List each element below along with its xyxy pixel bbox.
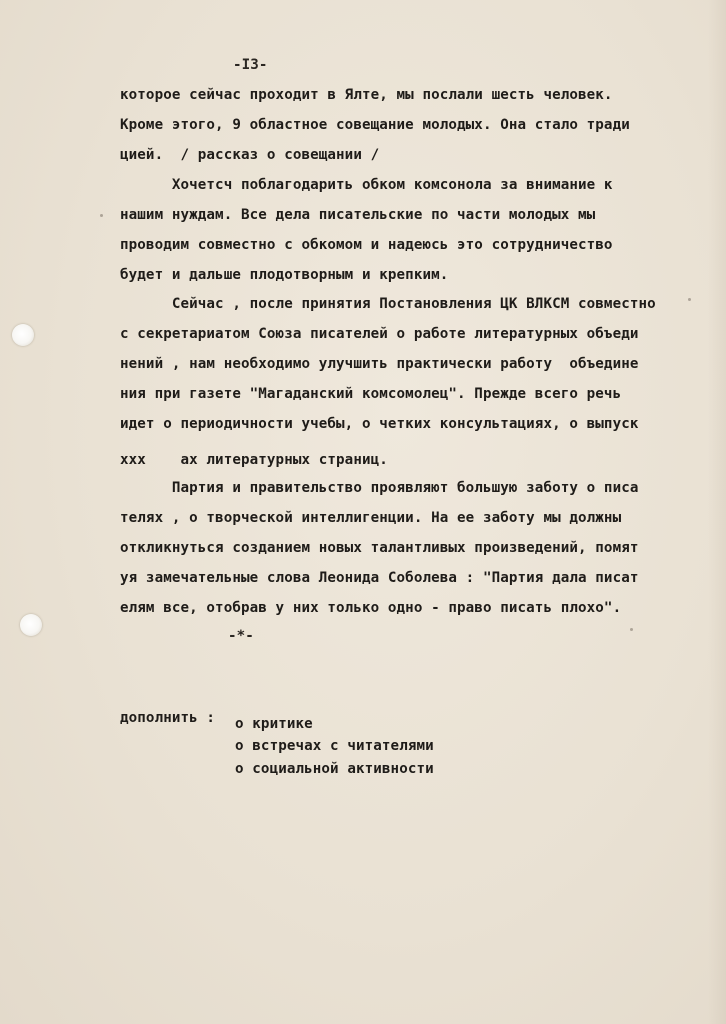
text-line: нений , нам необходимо улучшить практически работу объедине [120, 356, 639, 372]
text-line: которое сейчас проходит в Ялте, мы послали шесть человек. [120, 87, 613, 103]
paper-speck [630, 628, 633, 631]
text-line: проводим совместно с обкомом и надеюсь это сотрудничество [120, 237, 613, 253]
text-line: идет о периодичности учебы, о четких консультациях, о выпуск [120, 416, 639, 432]
text-line: откликнуться созданием новых талантливых произведений, помят [120, 540, 639, 556]
paper-speck [688, 298, 691, 301]
page-edge-shadow [708, 0, 726, 1024]
text-line: нашим нуждам. Все дела писательские по части молодых мы [120, 207, 596, 223]
text-line: Хочетсч поблагодарить обком комсонола за внимание к [120, 177, 613, 193]
text-line: Сейчас , после принятия Постановления ЦК ВЛКСМ совместно [120, 296, 656, 312]
addendum-item: о встречах с читателями [235, 738, 434, 754]
text-line: с секретариатом Союза писателей о работе литературных объеди [120, 326, 639, 342]
text-line: ххх ах литературных страниц. [120, 452, 388, 468]
addendum-label: дополнить : [120, 710, 216, 726]
text-line: телях , о творческой интеллигенции. На ее заботу мы должны [120, 510, 622, 526]
page-number: -I3- [233, 57, 268, 73]
punch-hole-bottom [20, 614, 42, 636]
text-line: Кроме этого, 9 областное совещание молодых. Она стало тради [120, 117, 630, 133]
text-line: Партия и правительство проявляют большую заботу о писа [120, 480, 639, 496]
end-mark: -*- [228, 628, 254, 644]
text-line: уя замечательные слова Леонида Соболева : "Партия дала писат [120, 570, 639, 586]
text-line: будет и дальше плодотворным и крепким. [120, 267, 449, 283]
addendum-item: о социальной активности [235, 761, 434, 777]
paper-speck [100, 214, 103, 217]
text-line: елям все, отобрав у них только одно - право писать плохо". [120, 600, 622, 616]
text-line: цией. / рассказ о совещании / [120, 147, 380, 163]
punch-hole-top [12, 324, 34, 346]
text-line: ния при газете "Магаданский комсомолец". Прежде всего речь [120, 386, 622, 402]
addendum-item: о критике [235, 716, 313, 732]
